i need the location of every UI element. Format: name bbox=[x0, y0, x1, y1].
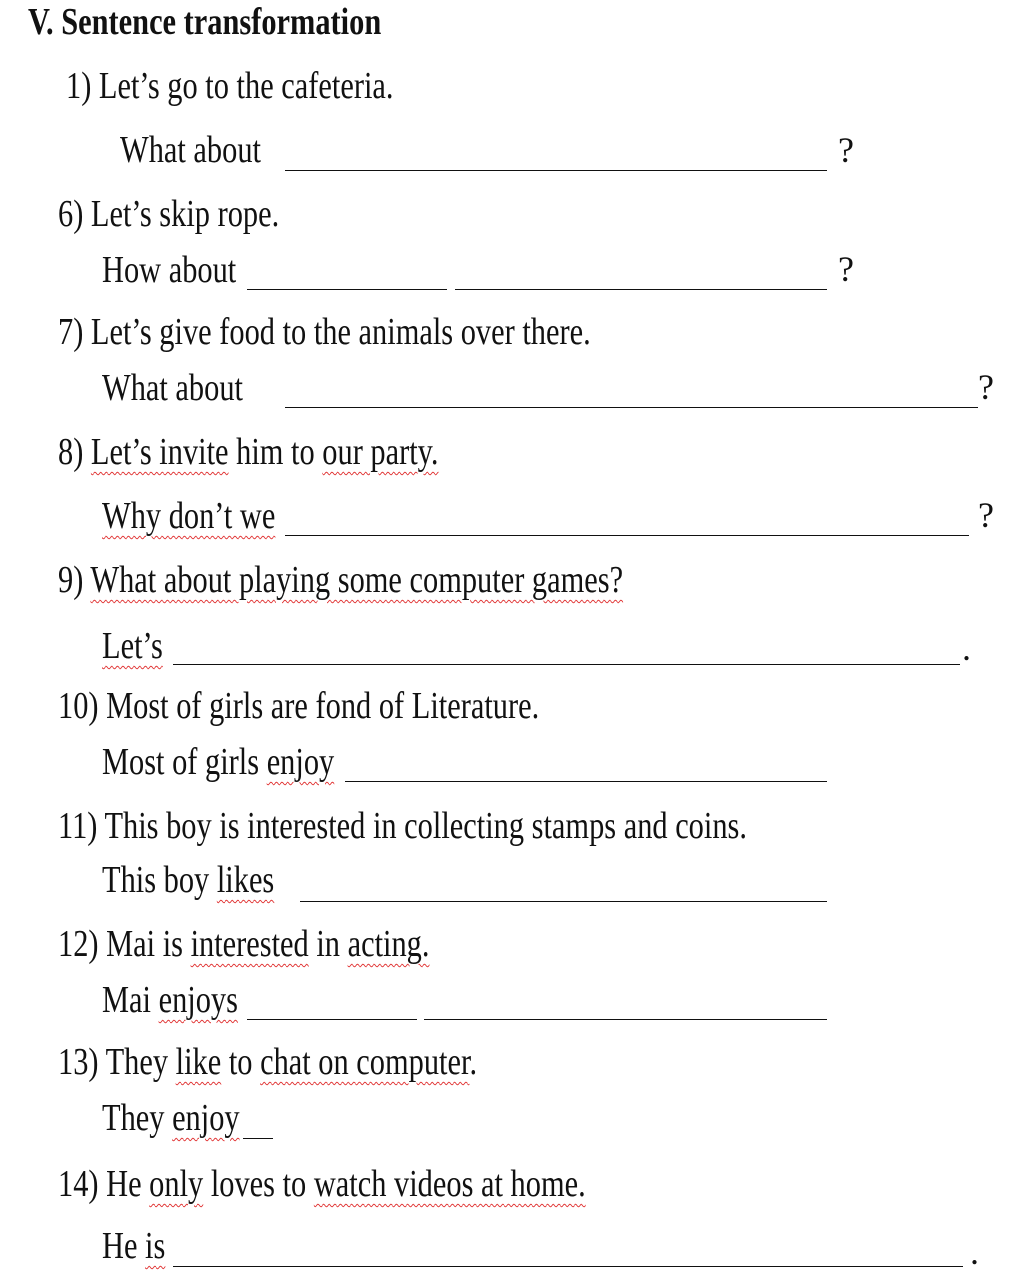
question-11-prompt: 11) This boy is interested in collecting stamps and coins. bbox=[58, 805, 747, 847]
question-6-answer-blank-1[interactable] bbox=[247, 289, 447, 290]
question-14-prompt: 14) He only loves to watch videos at home. bbox=[58, 1163, 586, 1205]
question-6-answer-blank-2[interactable] bbox=[455, 289, 827, 290]
question-1-end-mark: ? bbox=[838, 130, 854, 170]
question-6-end-mark: ? bbox=[838, 249, 854, 289]
question-14-answer-blank[interactable] bbox=[173, 1266, 963, 1267]
question-8-answer-start: Why don’t we bbox=[102, 495, 276, 537]
question-7-prompt: 7) Let’s give food to the animals over there. bbox=[58, 311, 591, 353]
question-8-end-mark: ? bbox=[978, 495, 994, 535]
question-13-answer-blank[interactable] bbox=[243, 1138, 273, 1139]
question-9-answer-start: Let’s bbox=[102, 625, 163, 667]
question-10-prompt: 10) Most of girls are fond of Literature. bbox=[58, 685, 540, 727]
question-12-answer-blank-2[interactable] bbox=[424, 1019, 827, 1020]
question-13-prompt: 13) They like to chat on computer. bbox=[58, 1041, 478, 1083]
question-8-prompt: 8) Let’s invite him to our party. bbox=[58, 431, 439, 473]
question-1-prompt: 1) Let’s go to the cafeteria. bbox=[66, 65, 394, 107]
question-13-answer-start: They enjoy bbox=[102, 1097, 240, 1139]
question-7-answer-start: What about bbox=[102, 367, 243, 409]
question-6-answer-start: How about bbox=[102, 249, 237, 291]
question-9-prompt: 9) What about playing some computer games? bbox=[58, 559, 624, 601]
question-8-answer-blank[interactable] bbox=[285, 535, 969, 536]
question-11-answer-start: This boy likes bbox=[102, 859, 275, 901]
question-7-end-mark: ? bbox=[978, 367, 994, 407]
question-12-prompt: 12) Mai is interested in acting. bbox=[58, 923, 430, 965]
section-title: V. Sentence transformation bbox=[28, 1, 382, 43]
question-9-end-mark: . bbox=[962, 628, 971, 668]
question-12-answer-blank-1[interactable] bbox=[247, 1019, 417, 1020]
question-12-answer-start: Mai enjoys bbox=[102, 979, 238, 1021]
question-14-answer-start: He is bbox=[102, 1225, 166, 1267]
question-10-answer-start: Most of girls enjoy bbox=[102, 741, 335, 783]
question-1-answer-start: What about bbox=[120, 129, 261, 171]
question-7-answer-blank[interactable] bbox=[285, 407, 978, 408]
question-6-prompt: 6) Let’s skip rope. bbox=[58, 193, 280, 235]
question-14-end-mark: . bbox=[970, 1232, 979, 1272]
question-9-answer-blank[interactable] bbox=[173, 664, 960, 665]
question-11-answer-blank[interactable] bbox=[300, 901, 827, 902]
question-10-answer-blank[interactable] bbox=[345, 781, 827, 782]
question-1-answer-blank[interactable] bbox=[285, 170, 827, 171]
